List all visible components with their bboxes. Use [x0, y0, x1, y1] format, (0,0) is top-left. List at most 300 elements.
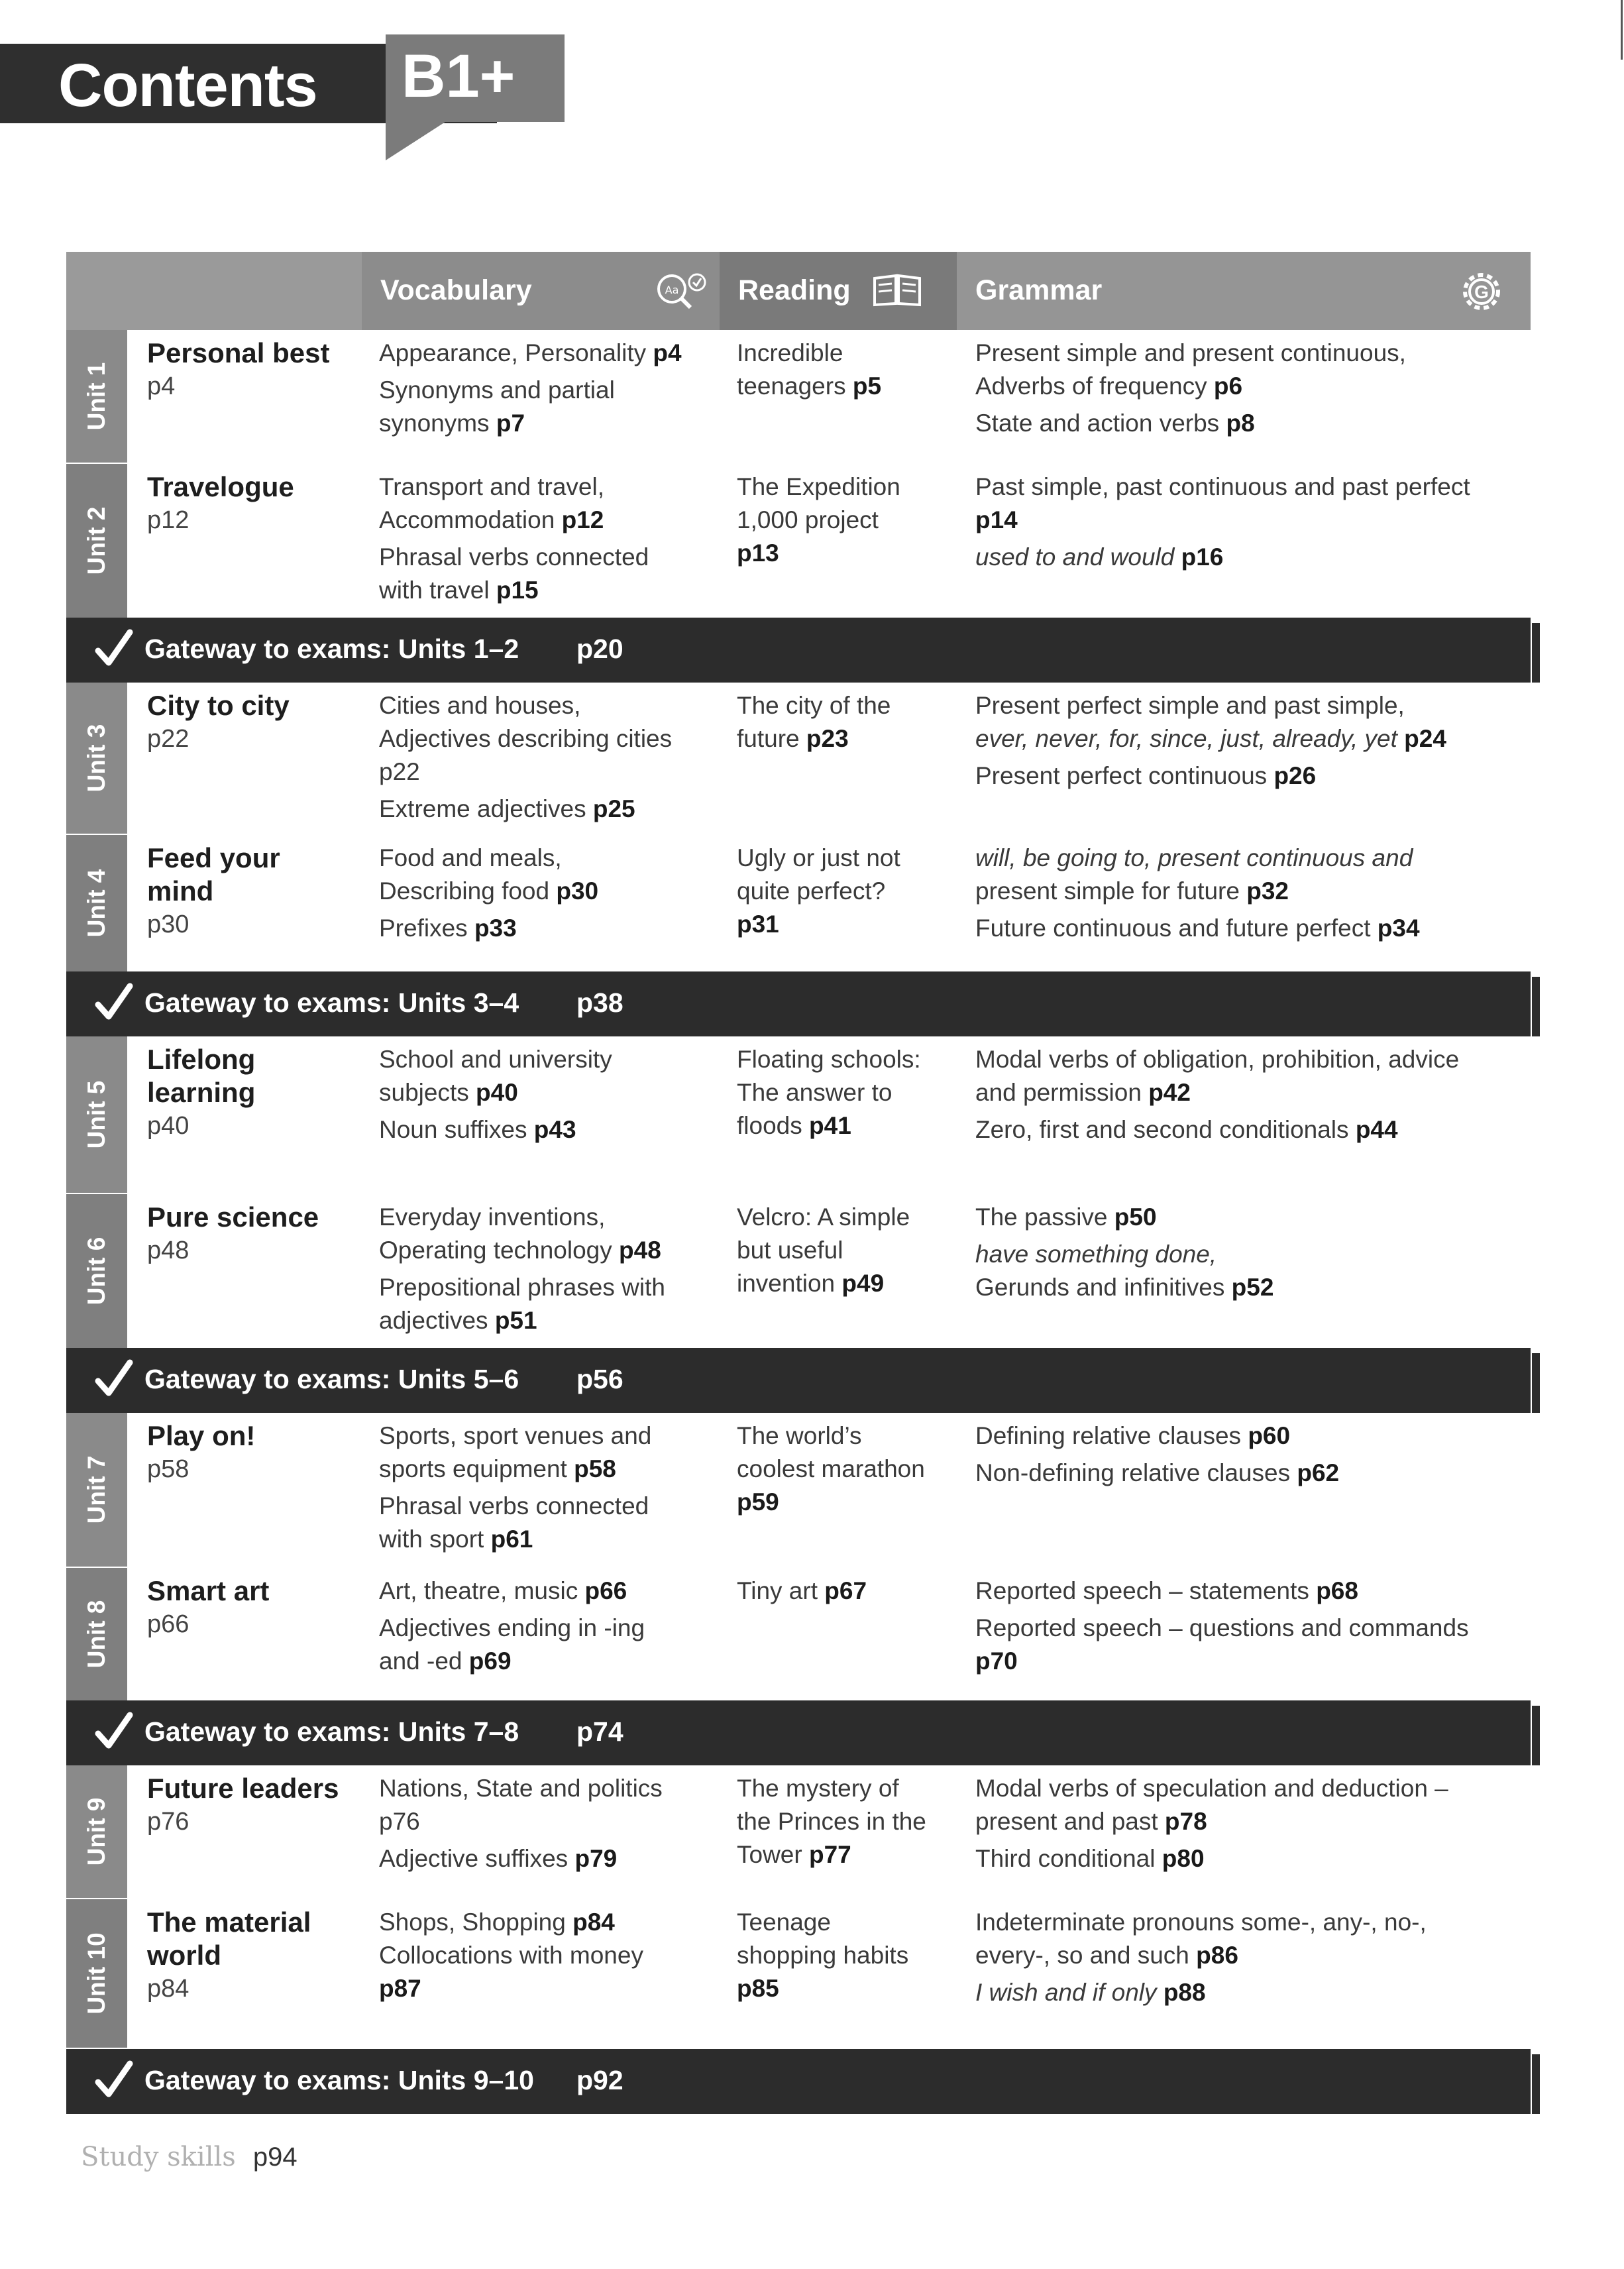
unit-page: p12 [147, 506, 189, 534]
item-page: p15 [496, 577, 539, 604]
unit-7-grammar [975, 1419, 1525, 1490]
header-reading [720, 252, 957, 330]
table-header [66, 252, 1531, 330]
item-text: Cities and houses, [379, 692, 581, 719]
unit-6-reading [737, 1201, 955, 1300]
unit-10-reading [737, 1906, 955, 2005]
item-text: Third conditional [975, 1845, 1156, 1872]
unit-8-grammar [975, 1575, 1525, 1678]
list-item [975, 722, 1525, 755]
item-text: p76 [379, 1808, 420, 1835]
item-text: Transport and travel, [379, 473, 605, 500]
unit-label-2: Unit 2 [83, 506, 110, 575]
unit-title: Travelogue [147, 471, 294, 502]
item-page: p41 [809, 1112, 851, 1139]
unit-label-3: Unit 3 [83, 724, 110, 793]
item-text: Adjectives ending in -ing [379, 1614, 645, 1641]
list-item [379, 1304, 724, 1337]
item-page: p5 [852, 372, 882, 400]
gear-icon [1455, 266, 1508, 317]
unit-3-grammar [975, 689, 1525, 793]
item-text: The world’s [737, 1422, 862, 1449]
list-item [737, 1043, 955, 1076]
item-text: Art, theatre, music [379, 1577, 578, 1604]
item-text: floods [737, 1112, 802, 1139]
list-item [975, 1645, 1525, 1678]
list-item [975, 1201, 1525, 1234]
check-icon [94, 1357, 134, 1401]
item-page: p7 [496, 410, 525, 437]
item-page: p86 [1196, 1942, 1238, 1969]
page-title: Contents [58, 52, 317, 119]
item-page: p69 [468, 1647, 512, 1675]
item-page: p87 [379, 1975, 421, 2002]
list-item [975, 759, 1525, 793]
list-item [975, 370, 1525, 403]
item-text: Adverbs of frequency [975, 372, 1207, 400]
item-page: p49 [841, 1270, 885, 1297]
item-text: present simple for future [975, 877, 1240, 905]
list-item [737, 1234, 955, 1267]
unit-page: p22 [147, 725, 189, 753]
item-page: p80 [1162, 1845, 1205, 1872]
check-icon [94, 981, 134, 1024]
unit-label-8: Unit 8 [83, 1600, 110, 1669]
item-text: Ugly or just not [737, 844, 900, 871]
list-item [379, 1842, 724, 1875]
list-item [737, 1939, 955, 1972]
list-item [975, 1976, 1525, 2009]
list-item [379, 1772, 724, 1805]
unit-page: p30 [147, 911, 189, 938]
list-item [379, 374, 724, 407]
item-text: Noun suffixes [379, 1116, 527, 1143]
item-text: Teenage [737, 1909, 831, 1936]
item-page: p60 [1248, 1422, 1291, 1449]
item-text: Indeterminate pronouns some-, any-, no-, [975, 1909, 1427, 1936]
item-text: Phrasal verbs connected [379, 1492, 649, 1520]
header-vocabulary-label: Vocabulary [380, 274, 532, 306]
item-page: p67 [824, 1577, 867, 1604]
item-text: Reported speech – statements [975, 1577, 1309, 1604]
list-item [737, 689, 955, 722]
item-page: p59 [737, 1488, 779, 1516]
item-page: p26 [1273, 762, 1317, 789]
item-page: p50 [1114, 1203, 1157, 1231]
unit-title: Lifelong learning [147, 1044, 256, 1108]
list-item [379, 1906, 724, 1939]
list-item [379, 504, 724, 537]
gateway-row [66, 1700, 1531, 1765]
svg-text:G: G [1474, 282, 1489, 302]
item-page: p88 [1163, 1979, 1206, 2006]
item-text: Sports, sport venues and [379, 1422, 652, 1449]
item-text: Food and meals, [379, 844, 562, 871]
item-text: Future continuous and future perfect [975, 914, 1371, 942]
item-page: p58 [574, 1455, 616, 1482]
svg-text:Aa: Aa [665, 284, 679, 296]
unit-5-grammar [975, 1043, 1525, 1146]
item-page: p79 [574, 1845, 618, 1872]
list-item [737, 1805, 955, 1838]
unit-title: City to city [147, 690, 290, 721]
item-text: quite perfect? [737, 877, 886, 905]
item-page: p14 [975, 506, 1018, 533]
item-text: Accommodation [379, 506, 555, 533]
list-item [379, 1453, 724, 1486]
item-page: p8 [1226, 410, 1255, 437]
list-item [379, 1612, 724, 1645]
gateway-label: Gateway to exams: Units 3–4 [144, 987, 519, 1018]
unit-tab-3 [66, 683, 127, 834]
list-item [737, 1109, 955, 1142]
list-item [737, 1772, 955, 1805]
list-item [379, 1575, 724, 1608]
unit-label-9: Unit 9 [83, 1797, 110, 1866]
item-page: p24 [1404, 725, 1446, 752]
unit-page: p66 [147, 1610, 189, 1638]
list-item [379, 755, 724, 789]
item-text: Floating schools: [737, 1046, 921, 1073]
gateway-edge [1532, 1353, 1540, 1413]
list-item [975, 504, 1525, 537]
item-text: The answer to [737, 1079, 893, 1106]
level-tab-tail [386, 122, 445, 160]
item-text: shopping habits [737, 1942, 909, 1969]
unit-10-grammar [975, 1906, 1525, 2009]
unit-page: p58 [147, 1455, 189, 1483]
item-text: the Princes in the [737, 1808, 926, 1835]
item-page: p62 [1297, 1459, 1340, 1486]
item-page: p31 [737, 911, 779, 938]
header-reading-label: Reading [738, 274, 851, 306]
item-page: p42 [1148, 1079, 1191, 1106]
list-item [379, 1490, 724, 1523]
item-text: coolest marathon [737, 1455, 925, 1482]
study-skills-page: p94 [252, 2142, 298, 2172]
gateway-edge [1532, 623, 1540, 683]
unit-label-4: Unit 4 [83, 869, 110, 938]
item-text: teenagers [737, 372, 846, 400]
item-page: p84 [572, 1909, 615, 1936]
item-text: ever, never, for, since, just, already, yet [975, 725, 1397, 752]
item-text: Everyday inventions, [379, 1203, 606, 1231]
list-item [737, 1906, 955, 1939]
unit-tab-7 [66, 1413, 127, 1567]
item-text: every-, so and such [975, 1942, 1189, 1969]
item-page: p48 [619, 1237, 661, 1264]
list-item [975, 1076, 1525, 1109]
item-page: p25 [592, 795, 635, 822]
unit-tab-4 [66, 835, 127, 971]
unit-page: p40 [147, 1112, 189, 1140]
unit-label-1: Unit 1 [83, 362, 110, 431]
unit-label-10: Unit 10 [83, 1932, 110, 2015]
item-page: p4 [653, 339, 682, 366]
list-item [975, 1805, 1525, 1838]
unit-4-grammar [975, 842, 1525, 945]
gateway-label: Gateway to exams: Units 5–6 [144, 1364, 519, 1394]
list-item [379, 1523, 724, 1556]
unit-tab-8 [66, 1568, 127, 1700]
unit-title: Feed your mind [147, 842, 280, 907]
list-item [379, 574, 724, 607]
item-page: p32 [1246, 877, 1289, 905]
item-page: p34 [1377, 914, 1420, 942]
list-item [379, 1939, 724, 1972]
item-text: Modal verbs of obligation, prohibition, advice [975, 1046, 1460, 1073]
list-item [379, 722, 724, 755]
item-text: Adjectives describing cities [379, 725, 673, 752]
list-item [379, 541, 724, 574]
list-item [379, 842, 724, 875]
list-item [737, 370, 955, 403]
item-text: synonyms [379, 410, 490, 437]
unit-4-reading [737, 842, 955, 941]
list-item [737, 1972, 955, 2005]
list-item [379, 1201, 724, 1234]
gateway-row [66, 618, 1531, 683]
item-text: The passive [975, 1203, 1108, 1231]
list-item [975, 337, 1525, 370]
unit-title: Future leaders [147, 1773, 339, 1804]
list-item [975, 1939, 1525, 1972]
list-item [379, 1972, 724, 2005]
list-item [379, 1419, 724, 1453]
item-page: p70 [975, 1647, 1018, 1675]
list-item [737, 470, 955, 504]
item-page: p52 [1231, 1274, 1274, 1301]
page-edge [1621, 0, 1623, 60]
item-text: adjectives [379, 1307, 488, 1334]
item-text: Reported speech – questions and commands [975, 1614, 1469, 1641]
item-text: Appearance, Personality [379, 339, 647, 366]
gateway-label: Gateway to exams: Units 9–10 [144, 2065, 534, 2095]
item-text: Present perfect simple and past simple, [975, 692, 1405, 719]
item-page: p30 [556, 877, 599, 905]
unit-7-reading [737, 1419, 955, 1519]
item-text: Past simple, past continuous and past perfect [975, 473, 1470, 500]
unit-4-vocabulary [379, 842, 724, 945]
list-item [737, 1419, 955, 1453]
list-item [975, 875, 1525, 908]
list-item [737, 1201, 955, 1234]
item-text: Prefixes [379, 914, 468, 942]
item-text: but useful [737, 1237, 843, 1264]
unit-7-vocabulary [379, 1419, 724, 1556]
list-item [737, 337, 955, 370]
item-page: p33 [474, 914, 517, 942]
check-icon [94, 1710, 134, 1753]
unit-3-reading [737, 689, 955, 755]
magnifier-icon [652, 266, 708, 313]
list-item [975, 407, 1525, 440]
list-item [975, 1419, 1525, 1453]
item-page: p43 [533, 1116, 576, 1143]
list-item [737, 875, 955, 908]
item-text: p22 [379, 758, 420, 785]
item-page: p51 [494, 1307, 537, 1334]
list-item [379, 1805, 724, 1838]
header-grammar [957, 252, 1531, 330]
list-item [975, 1842, 1525, 1875]
item-page: p23 [806, 725, 849, 752]
item-text: Defining relative clauses [975, 1422, 1242, 1449]
list-item [379, 337, 724, 370]
list-item [975, 1906, 1525, 1939]
item-text: have something done, [975, 1241, 1217, 1268]
unit-8-vocabulary [379, 1575, 724, 1678]
item-page: p44 [1355, 1116, 1398, 1143]
item-text: with travel [379, 577, 490, 604]
item-text: subjects [379, 1079, 469, 1106]
list-item [737, 842, 955, 875]
unit-title: The material world [147, 1907, 311, 1971]
item-text: I wish and if only [975, 1979, 1157, 2006]
check-icon [94, 627, 134, 671]
unit-10-vocabulary [379, 1906, 724, 2005]
list-item [737, 1486, 955, 1519]
unit-tab-2 [66, 464, 127, 618]
list-item [737, 1838, 955, 1871]
list-item [379, 1113, 724, 1146]
gateway-row [66, 1348, 1531, 1413]
gateway-page: p92 [576, 2065, 623, 2095]
item-text: Nations, State and politics [379, 1775, 663, 1802]
unit-1-vocabulary [379, 337, 724, 440]
item-text: present and past [975, 1808, 1158, 1835]
list-item [975, 1772, 1525, 1805]
item-text: and -ed [379, 1647, 462, 1675]
item-text: Synonyms and partial [379, 376, 615, 404]
item-text: Gerunds and infinitives [975, 1274, 1225, 1301]
item-text: and permission [975, 1079, 1142, 1106]
unit-title: Play on! [147, 1420, 256, 1451]
item-text: 1,000 project [737, 506, 879, 533]
unit-10-title-cell [147, 1906, 319, 2005]
gateway-edge [1532, 1706, 1540, 1765]
unit-5-reading [737, 1043, 955, 1142]
unit-2-reading [737, 470, 955, 570]
list-item [975, 1113, 1525, 1146]
gateway-label: Gateway to exams: Units 7–8 [144, 1716, 519, 1747]
unit-3-vocabulary [379, 689, 724, 826]
list-item [379, 407, 724, 440]
list-item [379, 793, 724, 826]
item-text: Velcro: A simple [737, 1203, 910, 1231]
list-item [975, 689, 1525, 722]
list-item [975, 1575, 1525, 1608]
list-item [737, 1453, 955, 1486]
item-text: Describing food [379, 877, 550, 905]
unit-4-title-cell [147, 842, 299, 941]
item-text: invention [737, 1270, 836, 1297]
unit-5-vocabulary [379, 1043, 724, 1146]
item-page: p85 [737, 1975, 779, 2002]
check-icon [94, 2058, 134, 2102]
unit-page: p76 [147, 1808, 189, 1836]
item-text: Prepositional phrases with [379, 1274, 665, 1301]
item-text: School and university [379, 1046, 612, 1073]
item-text: Present simple and present continuous, [975, 339, 1406, 366]
unit-title: Personal best [147, 337, 330, 368]
item-text: Extreme adjectives [379, 795, 586, 822]
unit-2-grammar [975, 470, 1525, 574]
list-item [379, 1645, 724, 1678]
unit-8-reading [737, 1575, 955, 1608]
list-item [379, 1234, 724, 1267]
list-item [737, 1076, 955, 1109]
gateway-label: Gateway to exams: Units 1–2 [144, 634, 519, 664]
header-grammar-label: Grammar [975, 274, 1103, 306]
list-item [379, 470, 724, 504]
study-skills-footer [81, 2142, 298, 2172]
list-item [379, 1043, 724, 1076]
unit-title: Smart art [147, 1575, 270, 1606]
item-page: p40 [476, 1079, 518, 1106]
item-text: will, be going to, present continuous and [975, 844, 1413, 871]
item-text: future [737, 725, 800, 752]
item-page: p6 [1213, 372, 1243, 400]
unit-title: Pure science [147, 1201, 319, 1233]
list-item [737, 722, 955, 755]
item-text: Adjective suffixes [379, 1845, 568, 1872]
item-page: p68 [1316, 1577, 1358, 1604]
unit-1-reading [737, 337, 955, 403]
gateway-row [66, 971, 1531, 1036]
unit-1-grammar [975, 337, 1525, 440]
item-text: Phrasal verbs connected [379, 543, 649, 571]
gateway-page: p20 [576, 634, 623, 664]
item-text: Incredible [737, 339, 843, 366]
unit-page: p4 [147, 372, 176, 400]
list-item [975, 1612, 1525, 1645]
unit-tab-5 [66, 1036, 127, 1193]
list-item [379, 1271, 724, 1304]
list-item [737, 908, 955, 941]
item-text: Shops, Shopping [379, 1909, 566, 1936]
item-page: p13 [737, 539, 779, 567]
unit-tab-6 [66, 1194, 127, 1348]
item-text: Modal verbs of speculation and deduction – [975, 1775, 1448, 1802]
item-page: p16 [1181, 543, 1224, 571]
item-text: with sport [379, 1525, 484, 1553]
unit-tab-1 [66, 330, 127, 463]
item-text: The Expedition [737, 473, 900, 500]
item-text: State and action verbs [975, 410, 1220, 437]
unit-tab-10 [66, 1899, 127, 2048]
unit-6-vocabulary [379, 1201, 724, 1337]
item-text: Present perfect continuous [975, 762, 1268, 789]
item-text: Operating technology [379, 1237, 612, 1264]
list-item [737, 537, 955, 570]
list-item [379, 912, 724, 945]
list-item [379, 875, 724, 908]
item-text: sports equipment [379, 1455, 567, 1482]
gateway-edge [1532, 2054, 1540, 2114]
item-text: used to and would [975, 543, 1175, 571]
study-skills-label: Study skills [81, 2142, 236, 2172]
header-vocabulary [362, 252, 720, 330]
gateway-page: p56 [576, 1364, 623, 1394]
unit-page: p84 [147, 1975, 189, 2003]
list-item [737, 504, 955, 537]
item-text: The mystery of [737, 1775, 899, 1802]
list-item [737, 1267, 955, 1300]
item-page: p61 [490, 1525, 533, 1553]
unit-label-6: Unit 6 [83, 1237, 110, 1305]
item-text: Collocations with money [379, 1942, 643, 1969]
